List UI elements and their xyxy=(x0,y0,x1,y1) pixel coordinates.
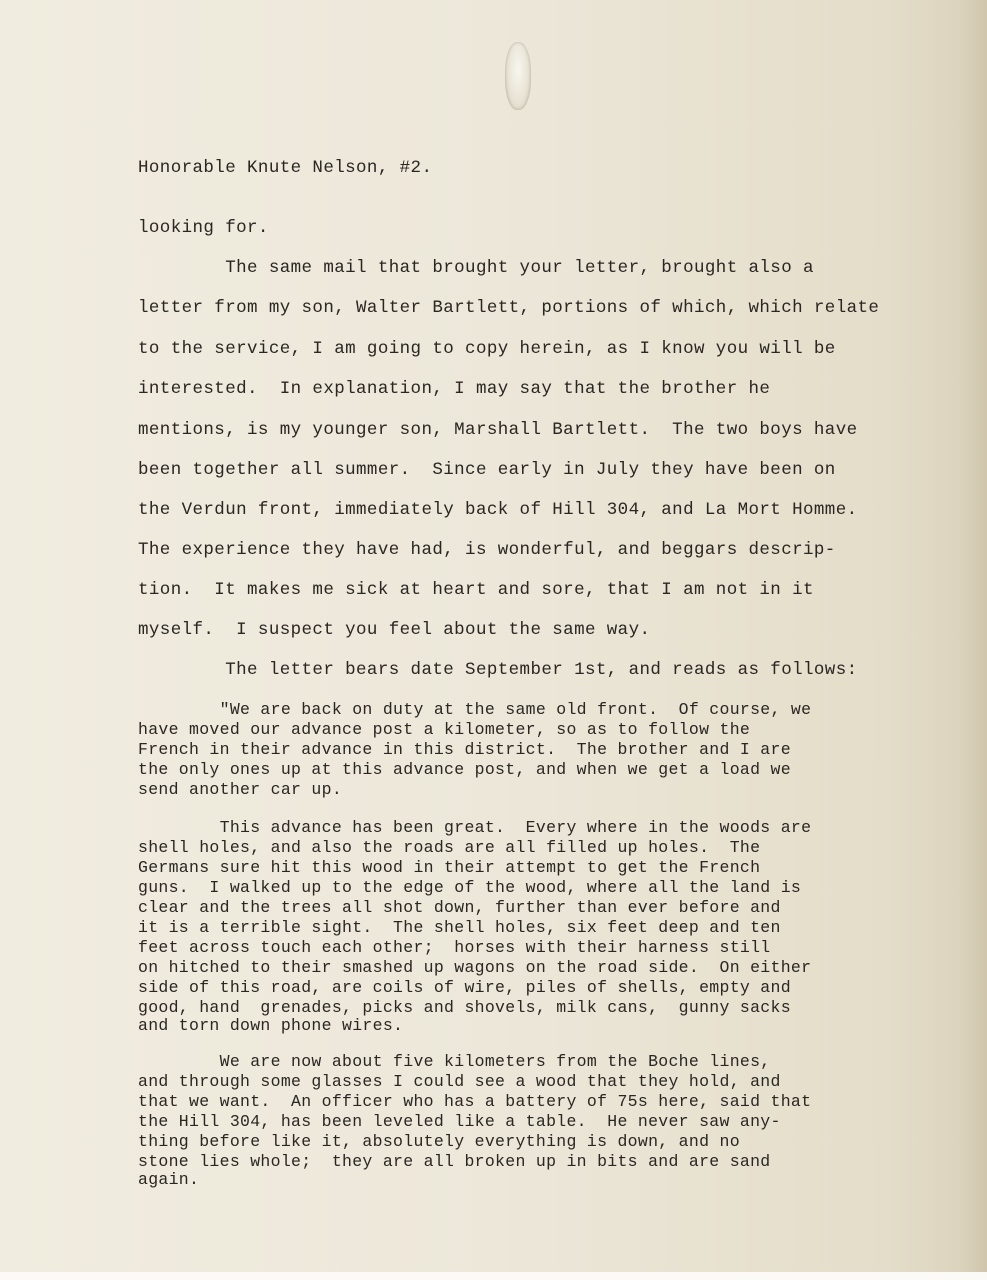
quote-line: stone lies whole; they are all broken up in bits and are sand xyxy=(138,1152,771,1171)
quote-line: French in their advance in this district. The brother and I are xyxy=(138,740,791,759)
quote-line: clear and the trees all shot down, further than ever before and xyxy=(138,898,781,917)
letter-header: Honorable Knute Nelson, #2. xyxy=(138,158,433,178)
quote-line: that we want. An officer who has a battery of 75s here, said that xyxy=(138,1092,812,1111)
quote-line: the only ones up at this advance post, and when we get a load we xyxy=(138,760,791,779)
quote-line: We are now about five kilometers from the Boche lines, xyxy=(138,1052,771,1071)
quote-line: have moved our advance post a kilometer, so as to follow the xyxy=(138,720,751,739)
body-line: The same mail that brought your letter, brought also a xyxy=(138,258,814,278)
body-line: looking for. xyxy=(138,218,269,238)
staple-hole-mark xyxy=(505,42,531,110)
quote-line: shell holes, and also the roads are all filled up holes. The xyxy=(138,838,761,857)
quote-line: "We are back on duty at the same old front. Of course, we xyxy=(138,700,812,719)
quote-line: good, hand grenades, picks and shovels, milk cans, gunny sacks xyxy=(138,998,791,1017)
quote-line: the Hill 304, has been leveled like a table. He never saw any- xyxy=(138,1112,781,1131)
body-line: letter from my son, Walter Bartlett, portions of which, which relate xyxy=(138,298,880,318)
body-line: mentions, is my younger son, Marshall Bartlett. The two boys have xyxy=(138,420,858,440)
quote-line: again. xyxy=(138,1170,200,1189)
quote-line: it is a terrible sight. The shell holes, six feet deep and ten xyxy=(138,918,781,937)
quote-line: thing before like it, absolutely everything is down, and no xyxy=(138,1132,740,1151)
quote-line: and torn down phone wires. xyxy=(138,1016,404,1035)
quote-line: feet across touch each other; horses with their harness still xyxy=(138,938,771,957)
quote-line: guns. I walked up to the edge of the wood, where all the land is xyxy=(138,878,802,897)
body-line: the Verdun front, immediately back of Hill 304, and La Mort Homme. xyxy=(138,500,858,520)
body-line: tion. It makes me sick at heart and sore, that I am not in it xyxy=(138,580,814,600)
page-shadow-edge xyxy=(959,0,987,1280)
quote-line: This advance has been great. Every where in the woods are xyxy=(138,818,812,837)
quote-line: send another car up. xyxy=(138,780,343,799)
body-line: The experience they have had, is wonderful, and beggars descrip- xyxy=(138,540,836,560)
quote-line: and through some glasses I could see a wood that they hold, and xyxy=(138,1072,781,1091)
quote-line: Germans sure hit this wood in their attempt to get the French xyxy=(138,858,761,877)
body-line: The letter bears date September 1st, and reads as follows: xyxy=(138,660,858,680)
body-line: to the service, I am going to copy herein, as I know you will be xyxy=(138,339,836,359)
body-line: interested. In explanation, I may say that the brother he xyxy=(138,379,771,399)
body-line: myself. I suspect you feel about the same way. xyxy=(138,620,651,640)
quote-line: side of this road, are coils of wire, piles of shells, empty and xyxy=(138,978,791,997)
page-bottom-edge xyxy=(0,1272,987,1280)
quote-line: on hitched to their smashed up wagons on the road side. On either xyxy=(138,958,812,977)
body-line: been together all summer. Since early in July they have been on xyxy=(138,460,836,480)
